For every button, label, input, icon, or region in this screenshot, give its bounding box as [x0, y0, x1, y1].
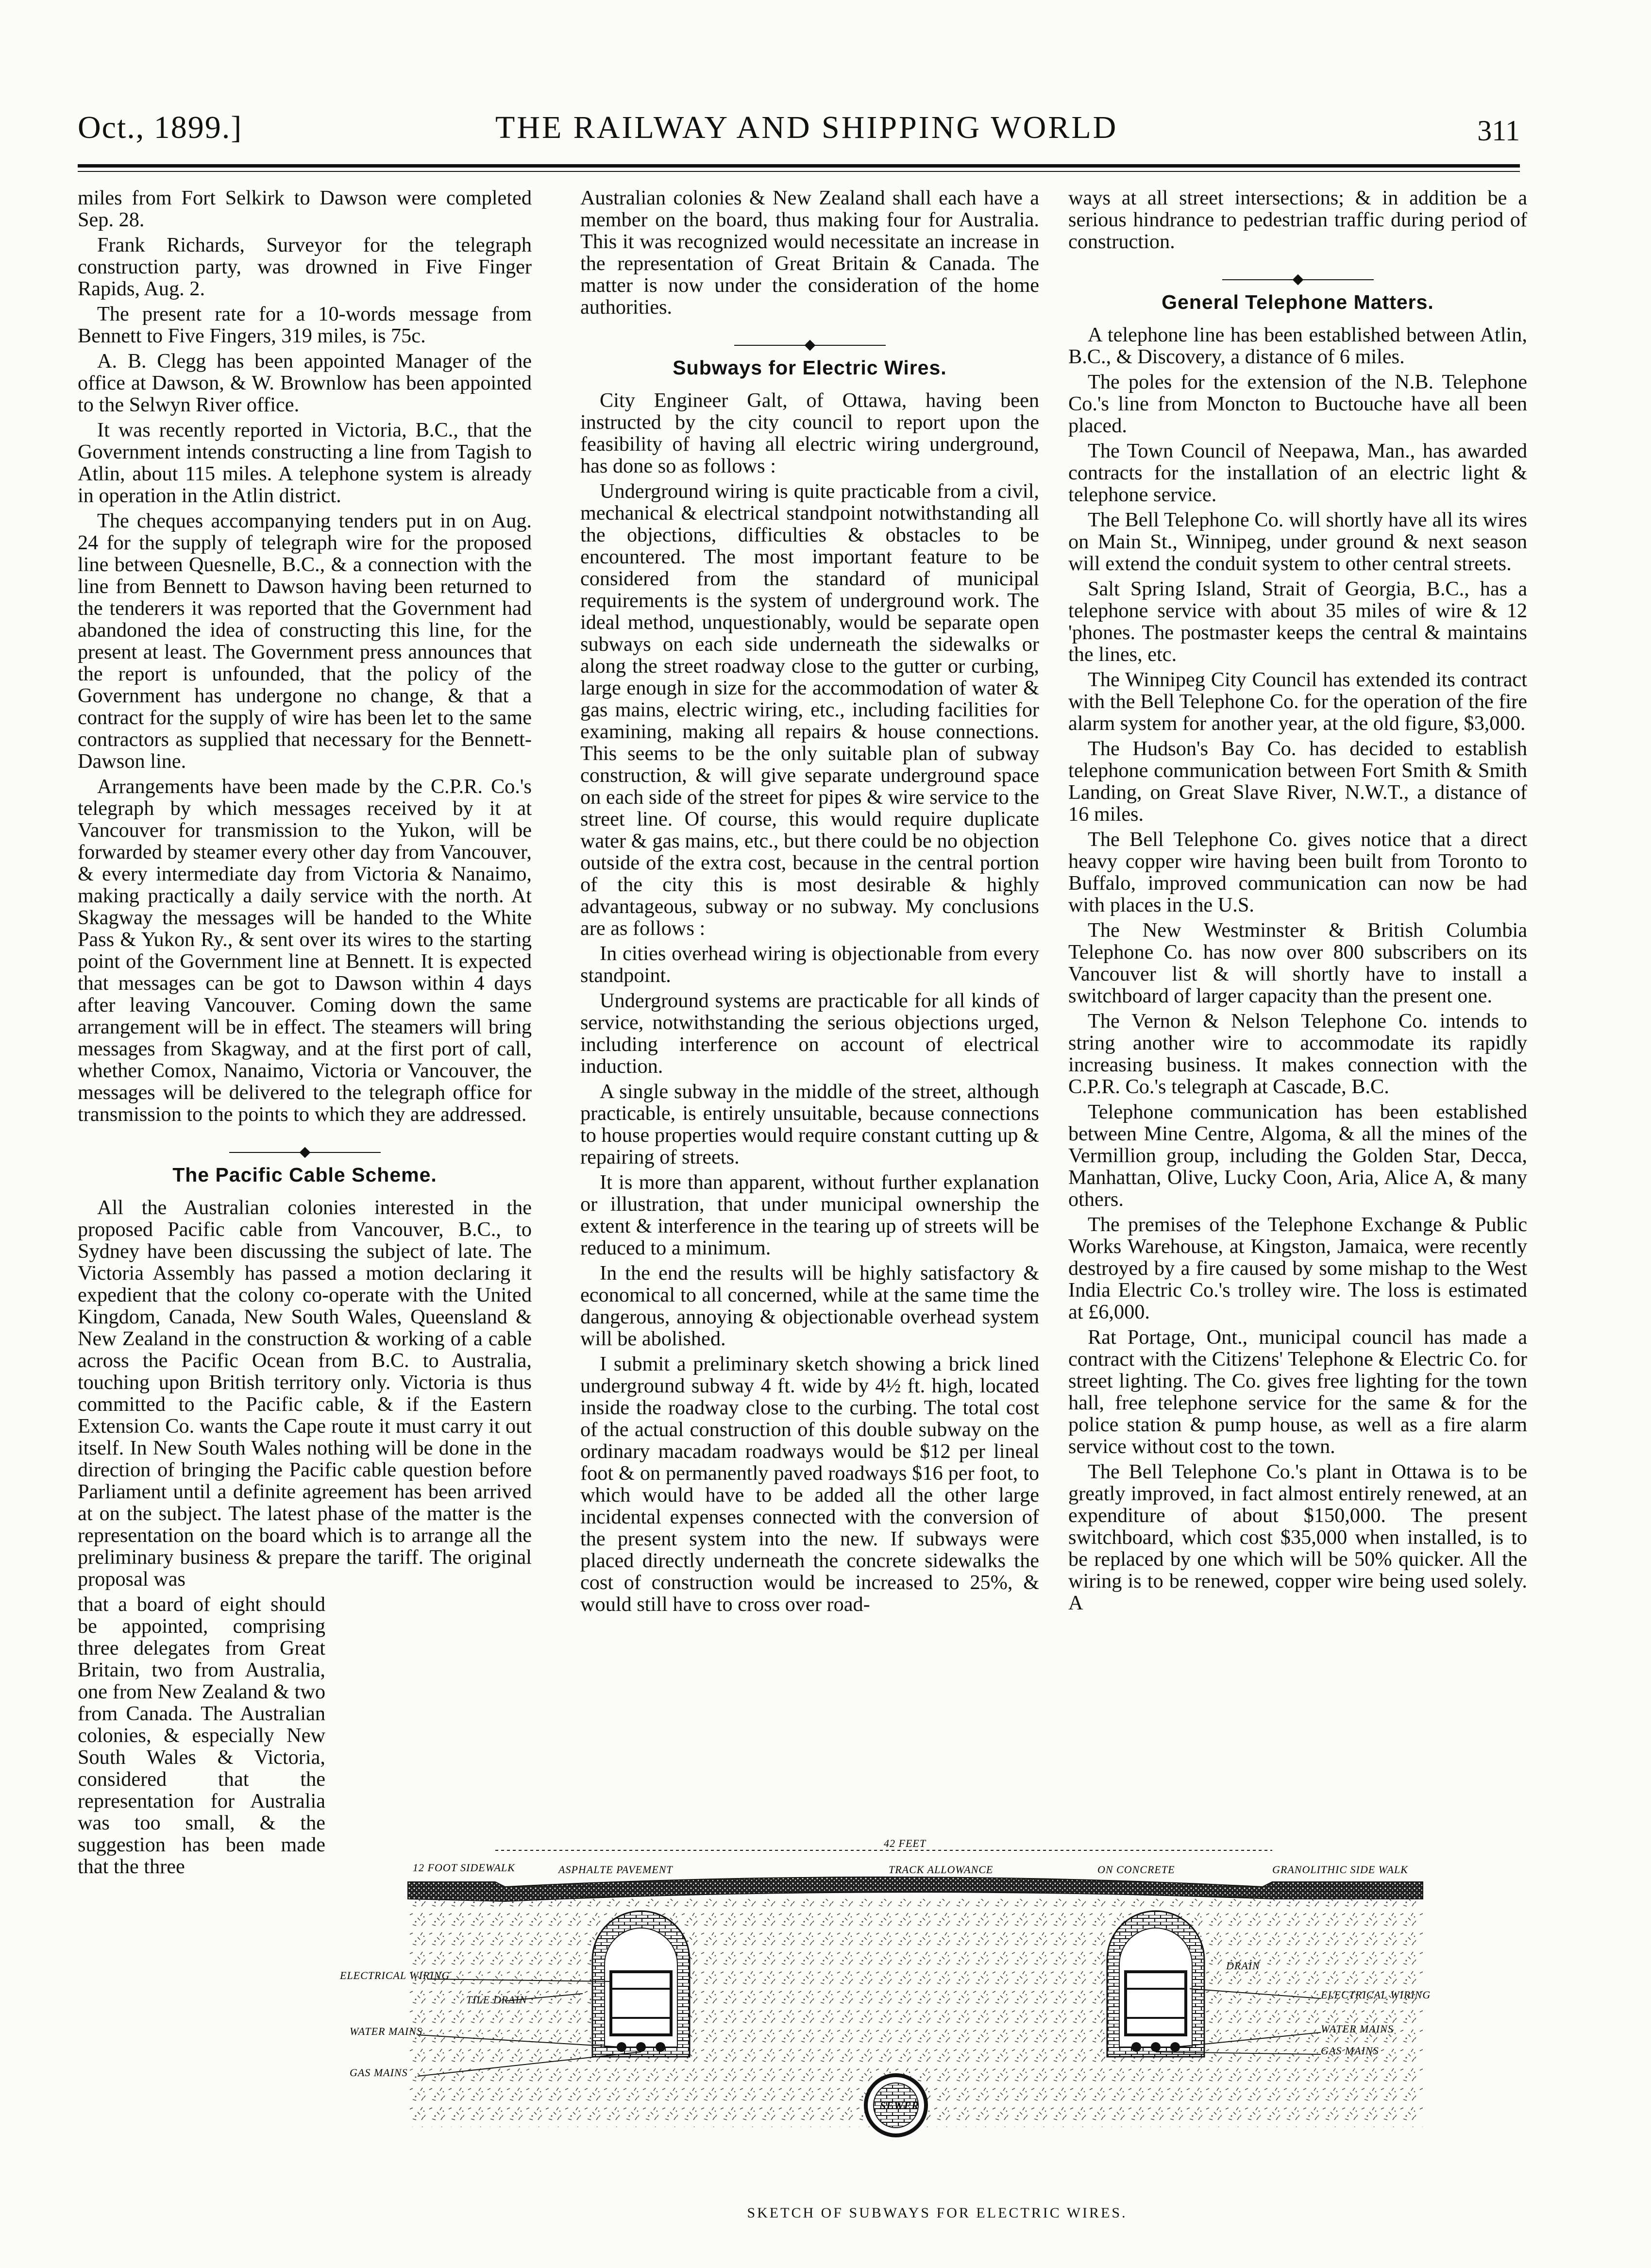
- electrical-right-label: ELECTRICAL WIRING: [1321, 1989, 1431, 2001]
- paragraph: Salt Spring Island, Strait of Georgia, B.C., has a telephone service with about 35 miles of wire & 12 'phones. The postmaster keeps the central & maintains the lines, etc.: [1068, 577, 1527, 666]
- paragraph: The cheques accompanying tenders put in on Aug. 24 for the supply of telegraph wire for the proposed line between Quesnelle, B.C., & a connection with the line from Bennett to Dawson having been returned to the tenderers it was reported that the Government had abandoned the idea of constructing this line, for the present at least. The Government press announces that the report is unfounded, that the policy of the Government has undergone no change, & that a contract for the supply of wire has been let to the same contractors as supplied that necessary for the Bennett-Dawson line.: [78, 509, 532, 773]
- paragraph: Arrangements have been made by the C.P.R. Co.'s telegraph by which messages received by it at Vancouver for transmission to the Yukon, will be forwarded by steamer every other day from Vancouver, & every intermediate day from Victoria & Nanaimo, making practically a daily service with the north. At Skagway the messages will be handed to the White Pass & Yukon Ry., & sent over its wires to the starting point of the Government line at Bennett. It is expected that messages can be got to Dawson within 4 days after leaving Vancouver. Coming down the same arrangement will be in effect. The steamers will bring messages from Skagway, and at the first port of call, whether Comox, Nanaimo, Victoria or Vancouver, the messages will be delivered to the telegraph office for transmission to the points to which they are addressed.: [78, 775, 532, 1126]
- drain-right-label: DRAIN: [1226, 1960, 1260, 1972]
- paragraph: Underground wiring is quite practicable from a civil, mechanical & electrical standpoint notwithstanding all the objections, difficulties & obstacles to be encountered. The most important feature to be considered from the standard of municipal requirements is the system of underground work. The ideal method, unquestionably, would be separate open subways on each side underneath the sidewalks or along the street roadway close to the gutter or curbing, large enough in size for the accommodation of water & gas mains, electric wiring, etc., including facilities for examining, making all repairs & house connections. This seems to be the only suitable plan of subway construction, & will give separate underground space on each side of the street for pipes & wire service to the street line. Of course, this would require duplicate water & gas mains, etc., but there could be no objection outside of the extra cost, because in the central portion of the city this is most desirable & highly advantageous, subway or no subway. My conclusions are as follows :: [580, 480, 1039, 940]
- paragraph: A. B. Clegg has been appointed Manager of the office at Dawson, & W. Brownlow has been appointed to the Selwyn River office.: [78, 350, 532, 416]
- paragraph: Underground systems are practicable for all kinds of service, notwithstanding the serious objections urged, including interference on account of electrical induction.: [580, 989, 1039, 1078]
- figure-caption: SKETCH OF SUBWAYS FOR ELECTRIC WIRES.: [747, 2205, 1128, 2221]
- paragraph: I submit a preliminary sketch showing a brick lined underground subway 4 ft. wide by 4½ ft. high, located inside the roadway close to the curbing. The total cost of the actual construction of this double subway on the ordinary macadam roadways would be $12 per lineal foot & on permanently paved roadways $16 per foot, to which would have to be added all the other large incidental expenses connected with the conversion of the present system into the new. If subways were placed directly underneath the concrete sidewalks the cost of construction would be increased to 25%, & would still have to cross over road-: [580, 1353, 1039, 1616]
- page-number: 311: [1477, 115, 1520, 147]
- header-rule-thin: [78, 171, 1520, 172]
- paragraph: In cities overhead wiring is objectionable from every standpoint.: [580, 942, 1039, 987]
- paragraph: In the end the results will be highly satisfactory & economical to all concerned, while at the same time the dangerous, annoying & objectionable overhead system will be abolished.: [580, 1262, 1039, 1350]
- paragraph: that a board of eight should be appointed, comprising three delegates from Great Britain, two from Australia, one from New Zealand & two from Canada. The Australian colonies, & especially New South Wales & Victoria, considered that the representation for Australia was too small, & the suggestion has been made that the three: [78, 1593, 325, 1878]
- paragraph: Australian colonies & New Zealand shall each have a member on the board, thus making four for Australia. This it was recognized would necessitate an increase in the representation of Great Britain & Canada. The matter is now under the consideration of the home authorities.: [580, 186, 1039, 319]
- publication-title: THE RAILWAY AND SHIPPING WORLD: [495, 110, 1118, 145]
- paragraph: miles from Fort Selkirk to Dawson were completed Sep. 28.: [78, 186, 532, 231]
- section-divider: [580, 333, 1039, 348]
- electrical-left-label: ELECTRICAL WIRING: [340, 1969, 450, 1981]
- paragraph: ways at all street intersections; & in addition be a serious hindrance to pedestrian traffic during period of construction.: [1068, 186, 1527, 253]
- paragraph: City Engineer Galt, of Ottawa, having been instructed by the city council to report upon the feasibility of having all electric wiring underground, has done so as follows :: [580, 389, 1039, 477]
- subway-sketch-drawing: [330, 1833, 1530, 2168]
- section-heading-telephone: General Telephone Matters.: [1162, 291, 1434, 313]
- sidewalk-left-label: 12 FOOT SIDEWALK: [413, 1862, 515, 1874]
- paragraph: It was recently reported in Victoria, B.C., that the Government intends constructing a line from Tagish to Atlin, about 115 miles. A telephone system is already in operation in the Atlin district.: [78, 419, 532, 507]
- paragraph: A telephone line has been established between Atlin, B.C., & Discovery, a distance of 6 miles.: [1068, 323, 1527, 368]
- water-left-label: WATER MAINS: [350, 2025, 422, 2037]
- gas-left-label: GAS MAINS: [350, 2066, 408, 2079]
- page-header: [78, 100, 1520, 153]
- paragraph: The premises of the Telephone Exchange & Public Works Warehouse, at Kingston, Jamaica, were recently destroyed by a fire caused by some mishap to the West India Electric Co.'s trolley wire. The loss is estimated at £6,000.: [1068, 1213, 1527, 1323]
- paragraph: The Winnipeg City Council has extended its contract with the Bell Telephone Co. for the operation of the fire alarm system for another year, at the old figure, $3,000.: [1068, 668, 1527, 735]
- column-1: [78, 187, 532, 1881]
- track-label: TRACK ALLOWANCE: [889, 1863, 994, 1876]
- paragraph: Rat Portage, Ont., municipal council has made a contract with the Citizens' Telephone & Electric Co. for street lighting. The Co. gives free lighting for the town hall, free telephone service for the same & for the police station & pump house, as well as a fire alarm service without cost to the town.: [1068, 1326, 1527, 1458]
- gas-right-label: GAS MAINS: [1321, 2045, 1379, 2057]
- paragraph: The Bell Telephone Co. gives notice that a direct heavy copper wire having been built from Toronto to Buffalo, improved communication can now be had with places in the U.S.: [1068, 828, 1527, 916]
- concrete-label: ON CONCRETE: [1097, 1863, 1175, 1876]
- water-right-label: WATER MAINS: [1321, 2023, 1394, 2035]
- paragraph: All the Australian colonies interested in the proposed Pacific cable from Vancouver, B.C., to Sydney have been discussing the subject of late. The Victoria Assembly has passed a motion declaring it expedient that the colony co-operate with the United Kingdom, Canada, New South Wales, Queensland & New Zealand in the construction & working of a cable across the Pacific Ocean from B.C. to Australia, touching upon British territory only. Victoria is thus committed to the Pacific cable, & if the Eastern Extension Co. wants the Cape route it must carry it out itself. In New South Wales nothing will be done in the direction of bringing the Pacific cable question before Parliament until a definite agreement has been arrived at on the subject. The latest phase of the matter is the representation on the board which is to arrange all the preliminary business & prepare the tariff. The original proposal was: [78, 1196, 532, 1591]
- section-heading-pacific-cable: The Pacific Cable Scheme.: [172, 1164, 437, 1186]
- tile-drain-label: TILE DRAIN: [466, 1994, 527, 2006]
- column-3: [1068, 187, 1527, 1617]
- width-label: 42 FEET: [884, 1837, 927, 1849]
- subway-sketch-figure: [330, 1833, 1530, 2168]
- header-rule-thick: [78, 164, 1520, 168]
- pavement-label: ASPHALTE PAVEMENT: [558, 1863, 673, 1876]
- paragraph: The Vernon & Nelson Telephone Co. intends to string another wire to accommodate its rapidly increasing business. It makes connection with the C.P.R. Co.'s telegraph at Cascade, B.C.: [1068, 1010, 1527, 1098]
- paragraph: Telephone communication has been established between Mine Centre, Algoma, & all the mines of the Vermillion group, including the Golden Star, Decca, Manhattan, Olive, Lucky Coon, Aria, Alice A, & many others.: [1068, 1100, 1527, 1211]
- section-heading-subways: Subways for Electric Wires.: [673, 356, 947, 379]
- paragraph: The Bell Telephone Co.'s plant in Ottawa is to be greatly improved, in fact almost entirely renewed, at an expenditure of about $150,000. The present switchboard, which cost $35,000 when installed, is to be replaced by one which will be 50% quicker. All the wiring is to be renewed, copper wire being used solely. A: [1068, 1460, 1527, 1614]
- section-divider: [1068, 267, 1527, 283]
- paragraph: A single subway in the middle of the street, although practicable, is entirely unsuitable, because connections to house properties would require constant cutting up & repairing of streets.: [580, 1080, 1039, 1168]
- column-2: [580, 187, 1039, 1619]
- paragraph: The Bell Telephone Co. will shortly have all its wires on Main St., Winnipeg, under ground & next season will extend the conduit system to other central streets.: [1068, 508, 1527, 575]
- sewer-label: SEWER: [880, 2099, 919, 2112]
- paragraph: The present rate for a 10-words message from Bennett to Five Fingers, 319 miles, is 75c.: [78, 303, 532, 347]
- section-divider: [78, 1140, 532, 1155]
- issue-date: Oct., 1899.]: [78, 110, 243, 145]
- sidewalk-right-label: GRANOLITHIC SIDE WALK: [1272, 1863, 1408, 1876]
- paragraph: It is more than apparent, without further explanation or illustration, that under municipal ownership the extent & interference in the tearing up of streets will be reduced to a minimum.: [580, 1171, 1039, 1259]
- paragraph: The Hudson's Bay Co. has decided to establish telephone communication between Fort Smith & Smith Landing, on Great Slave River, N.W.T., a distance of 16 miles.: [1068, 737, 1527, 826]
- paragraph: The Town Council of Neepawa, Man., has awarded contracts for the installation of an electric light & telephone service.: [1068, 440, 1527, 506]
- paragraph: Frank Richards, Surveyor for the telegraph construction party, was drowned in Five Finger Rapids, Aug. 2.: [78, 234, 532, 300]
- paragraph: The New Westminster & British Columbia Telephone Co. has now over 800 subscribers on its Vancouver list & will shortly have to install a switchboard of larger capacity than the present one.: [1068, 919, 1527, 1007]
- paragraph: The poles for the extension of the N.B. Telephone Co.'s line from Moncton to Buctouche have all been placed.: [1068, 371, 1527, 437]
